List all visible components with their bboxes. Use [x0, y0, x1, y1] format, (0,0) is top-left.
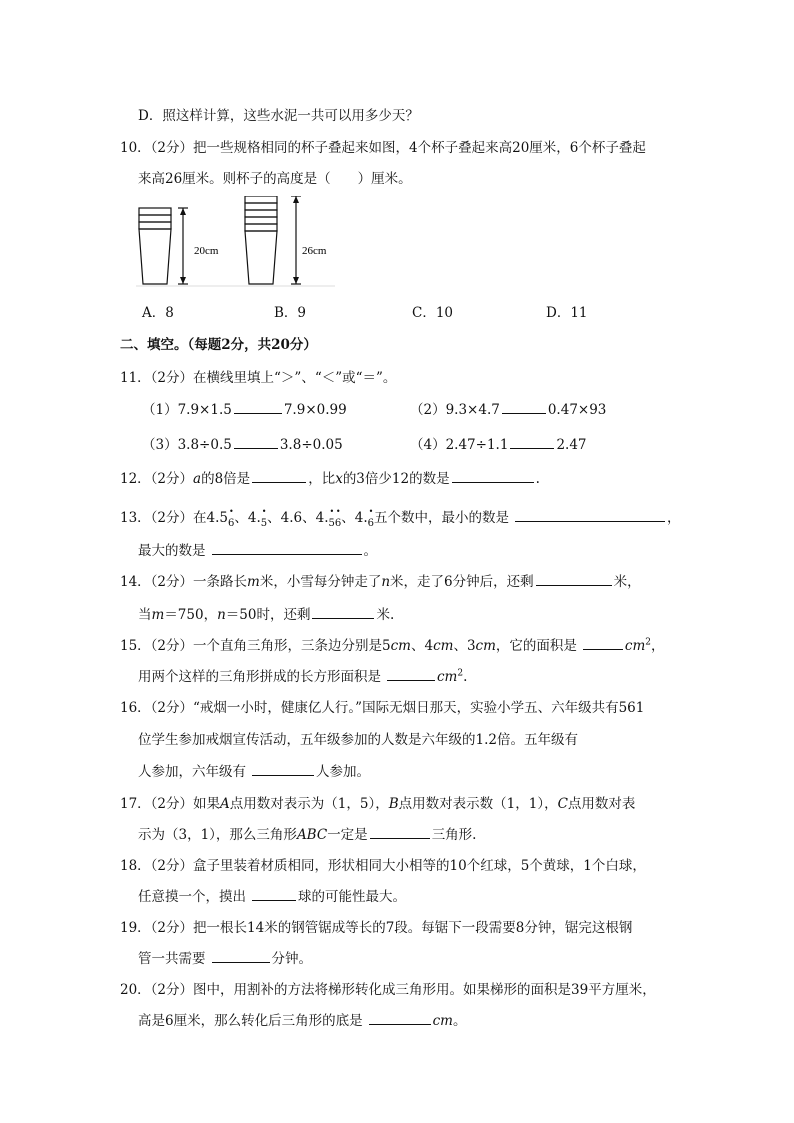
q20-line2: 高是6厘米，那么转化后三角形的底是 cm。 [138, 1009, 466, 1029]
q10-option-c: C．10 [412, 305, 454, 321]
q12-line: 12．（2分）a的8倍是 ，比x的3倍少12的数是 . [120, 467, 540, 487]
q11-part2: （2）9.3×4.7 0.47×93 [410, 398, 606, 418]
q19-line2: 管一共需要 分钟。 [138, 947, 312, 967]
q14-blank-1[interactable] [536, 571, 612, 586]
q10-fig-label-20cm: 20cm [194, 245, 219, 257]
q16-line1: 16．（2分）“戒烟一小时，健康亿人行。”国际无烟日那天，实验小学五、六年级共有561 [120, 700, 645, 716]
q17-line2: 示为（3，1），那么三角形ABC一定是 三角形. [138, 823, 476, 843]
q16-line2: 位学生参加戒烟宣传活动，五年级参加的人数是六年级的1.2倍。五年级有 [138, 732, 578, 748]
q10-fig-label-26cm: 26cm [302, 245, 327, 257]
q12-blank-1[interactable] [252, 468, 306, 483]
q10-option-a: A．8 [142, 305, 174, 321]
q14-line2: 当m＝750，n＝50时，还剩 米. [138, 603, 394, 623]
q15-line2: 用两个这样的三角形拼成的长方形面积是 $cm^2$. [138, 665, 467, 685]
q11-blank-4[interactable] [510, 434, 554, 449]
q10-stem-line2: 来高26厘米。则杯子的高度是（ ）厘米。 [138, 171, 412, 187]
q17-blank[interactable] [370, 824, 430, 839]
q11-part3: （3）3.8÷0.5 3.8÷0.05 [142, 433, 343, 453]
q18-line2: 任意摸一个，摸出 球的可能性最大。 [138, 885, 406, 905]
q16-blank-2[interactable] [252, 761, 314, 776]
q11-blank-1[interactable] [234, 399, 282, 414]
q11-stem: 11．（2分）在横线里填上“＞”、“＜”或“＝”。 [120, 370, 397, 386]
q13-blank-max[interactable] [212, 540, 362, 555]
q13-line2: 最大的数是 。 [138, 539, 377, 559]
q19-blank[interactable] [212, 948, 270, 963]
q15-blank-2[interactable] [387, 666, 435, 681]
q15-blank-1[interactable] [583, 635, 623, 650]
q19-line1: 19．（2分）把一根长14米的钢管锯成等长的7段。每锯下一段需要8分钟，锯完这根钢 [120, 920, 633, 936]
q12-blank-2[interactable] [452, 468, 534, 483]
q9-option-d: D．照这样计算，这些水泥一共可以用多少天？ [138, 108, 419, 124]
q14-blank-2[interactable] [312, 604, 374, 619]
q20-blank[interactable] [369, 1010, 431, 1025]
q10-option-b: B．9 [274, 305, 307, 321]
q20-line1: 20．（2分）图中，用割补的方法将梯形转化成三角形用。如果梯形的面积是39平方厘米， [120, 982, 656, 998]
q16-line3: 人参加，六年级有 人参加。 [138, 760, 370, 780]
q10-stem-line1: 10．（2分）把一些规格相同的杯子叠起来如图，4个杯子叠起来高20厘米，6个杯子叠起 [120, 140, 646, 156]
q15-line1: 15．（2分）一个直角三角形，三条边分别是5cm、4cm、3cm，它的面积是 $cm^2$， [120, 634, 665, 654]
q17-line1: 17．（2分）如果A点用数对表示为（1，5），B点用数对表示数（1，1），C点用数对表 [120, 796, 636, 812]
q18-line1: 18．（2分）盒子里装着材质相同，形状相同大小相等的10个红球，5个黄球，1个白球， [120, 858, 646, 874]
q10-option-d: D．11 [546, 305, 588, 321]
q14-line1: 14．（2分）一条路长m米，小雪每分钟走了n米，走了6分钟后，还剩 米， [120, 570, 641, 590]
section2-title: 二、填空。（每题2分，共20分） [120, 337, 317, 353]
q11-blank-3[interactable] [234, 434, 278, 449]
q11-blank-2[interactable] [502, 399, 546, 414]
q13-blank-min[interactable] [515, 507, 665, 522]
q10-cups-figure [136, 196, 336, 288]
q13-line1: 13．（2分）在4.5• 6、4.• 5、4.6、4.• 5• 6、4.• 6五个数中，最小的数是 ， [120, 506, 681, 529]
q11-part4: （4）2.47÷1.1 2.47 [410, 433, 587, 453]
q18-blank[interactable] [252, 886, 296, 901]
q11-part1: （1）7.9×1.5 7.9×0.99 [142, 398, 347, 418]
